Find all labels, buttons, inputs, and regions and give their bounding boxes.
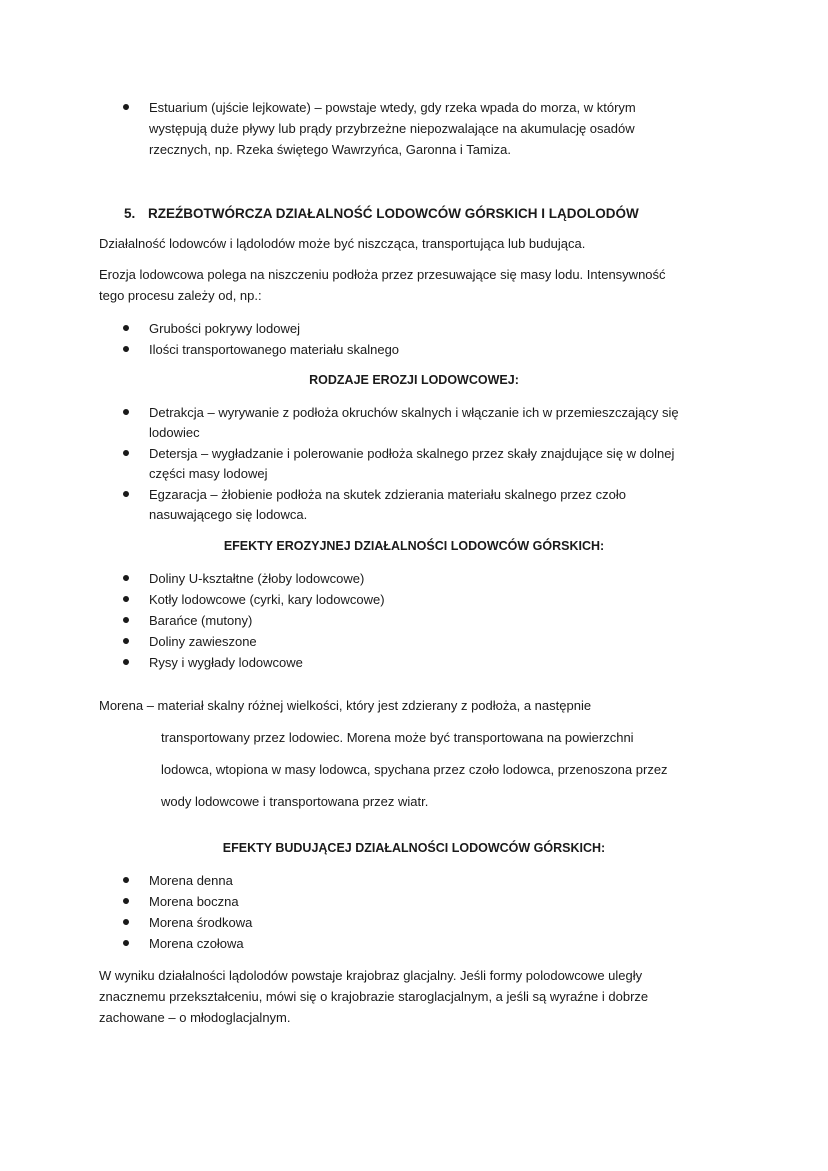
- bullet-icon: [123, 575, 129, 581]
- list-item: Kotły lodowcowe (cyrki, kary lodowcowe): [149, 592, 385, 607]
- erosion-type-detersja-line-1: Detersja – wygładzanie i polerowanie podłoża skalnego przez skały znajdujące się w dolnej: [149, 446, 675, 461]
- list-item: Morena czołowa: [149, 936, 244, 951]
- morena-definition-line-3: lodowca, wtopiona w masy lodowca, spychana przez czoło lodowca, przenoszona przez: [161, 762, 668, 777]
- section-title: RZEŹBOTWÓRCZA DZIAŁALNOŚĆ LODOWCÓW GÓRSKICH I LĄDOLODÓW: [148, 206, 639, 221]
- list-item: Morena środkowa: [149, 915, 253, 930]
- erosion-type-egzaracja-line-1: Egzaracja – żłobienie podłoża na skutek zdzierania materiału skalnego przez czoło: [149, 487, 626, 502]
- closing-paragraph-line-3: zachowane – o młodoglacjalnym.: [99, 1010, 291, 1025]
- closing-paragraph-line-2: znacznemu przekształceniu, mówi się o krajobrazie staroglacjalnym, a jeśli są wyraźne i dobrze: [99, 989, 649, 1004]
- list-item: Ilości transportowanego materiału skalnego: [149, 342, 400, 357]
- list-item: Grubości pokrywy lodowej: [149, 321, 301, 336]
- estuarium-line-2: występują duże pływy lub prądy przybrzeżne niepozwalające na akumulację osadów: [149, 121, 635, 136]
- list-item: Barańce (mutony): [149, 613, 253, 628]
- morena-definition-line-2: transportowany przez lodowiec. Morena może być transportowana na powierzchni: [161, 730, 634, 745]
- section-number: 5.: [124, 206, 136, 221]
- intro-paragraph: Działalność lodowców i lądolodów może być niszcząca, transportująca lub budująca.: [99, 236, 586, 251]
- bullet-icon: [123, 450, 129, 456]
- morena-definition-line-4: wody lodowcowe i transportowana przez wiatr.: [161, 794, 429, 809]
- bullet-icon: [123, 940, 129, 946]
- bullet-icon: [123, 325, 129, 331]
- bullet-icon: [123, 659, 129, 665]
- bullet-icon: [123, 346, 129, 352]
- bullet-icon: [123, 877, 129, 883]
- erosion-paragraph-line-2: tego procesu zależy od, np.:: [99, 288, 262, 303]
- list-item: Rysy i wygłady lodowcowe: [149, 655, 303, 670]
- estuarium-line-3: rzecznych, np. Rzeka świętego Wawrzyńca, Garonna i Tamiza.: [149, 142, 511, 157]
- bullet-icon: [123, 491, 129, 497]
- estuarium-line-1: Estuarium (ujście lejkowate) – powstaje wtedy, gdy rzeka wpada do morza, w którym: [149, 100, 636, 115]
- closing-paragraph-line-1: W wyniku działalności lądolodów powstaje krajobraz glacjalny. Jeśli formy polodowcowe uległy: [99, 968, 643, 983]
- erosion-type-egzaracja-line-2: nasuwającego się lodowca.: [149, 507, 308, 522]
- list-item: Morena boczna: [149, 894, 239, 909]
- bullet-icon: [123, 898, 129, 904]
- list-item: Morena denna: [149, 873, 233, 888]
- erosion-type-detrakcja-line-1: Detrakcja – wyrywanie z podłoża okruchów skalnych i włączanie ich w przemieszczający się: [149, 405, 679, 420]
- erosion-types-heading: RODZAJE EROZJI LODOWCOWEJ:: [309, 373, 519, 387]
- bullet-icon: [123, 638, 129, 644]
- erosion-paragraph-line-1: Erozja lodowcowa polega na niszczeniu podłoża przez przesuwające się masy lodu. Intensywność: [99, 267, 666, 282]
- bullet-icon: [123, 596, 129, 602]
- morena-definition-line-1: Morena – materiał skalny różnej wielkości, który jest zdzierany z podłoża, a następnie: [99, 698, 592, 713]
- bullet-icon: [123, 617, 129, 623]
- erosion-type-detrakcja-line-2: lodowiec: [149, 425, 200, 440]
- erosive-effects-heading: EFEKTY EROZYJNEJ DZIAŁALNOŚCI LODOWCÓW GÓRSKICH:: [223, 539, 605, 553]
- bullet-icon: [123, 919, 129, 925]
- erosion-type-detersja-line-2: części masy lodowej: [149, 466, 268, 481]
- bullet-icon: [123, 104, 129, 110]
- list-item: Doliny zawieszone: [149, 634, 257, 649]
- list-item: Doliny U-kształtne (żłoby lodowcowe): [149, 571, 365, 586]
- bullet-icon: [123, 409, 129, 415]
- building-effects-heading: EFEKTY BUDUJĄCEJ DZIAŁALNOŚCI LODOWCÓW GÓRSKICH:: [222, 841, 606, 855]
